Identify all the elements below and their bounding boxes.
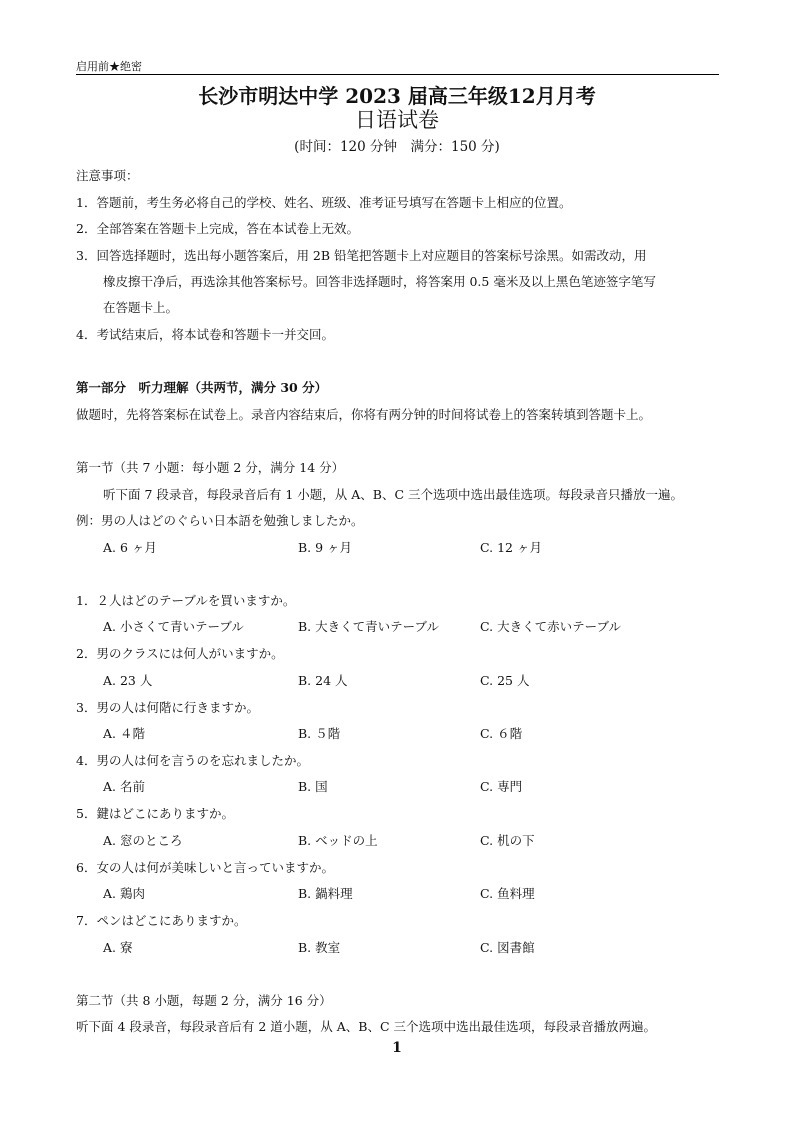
question: 4．男の人は何を言うのを忘れましたか。: [76, 753, 309, 768]
section2-title: 第二节（共 8 小题，每题 2 分，满分 16 分）: [76, 993, 332, 1008]
option-a: A. 名前: [103, 779, 145, 794]
option-b: B. ベッドの上: [298, 833, 378, 848]
option-a: A. 23 人: [103, 673, 153, 688]
question: 7．ペンはどこにありますか。: [76, 913, 247, 928]
option-b: B. 教室: [298, 940, 341, 955]
question: 3．男の人は何階に行きますか。: [76, 700, 259, 715]
option-c: C. 25 人: [480, 673, 530, 688]
page-number: 1: [392, 1040, 402, 1056]
header-rule: [76, 74, 719, 75]
option-a: A. 寮: [103, 940, 133, 955]
question: 2．男のクラスには何人がいますか。: [76, 646, 284, 661]
header-confidential-label: 启用前★绝密: [76, 60, 142, 73]
option-b: B. 鍋料理: [298, 886, 353, 901]
notice-item: 1．答题前，考生务必将自己的学校、姓名、班级、准考证号填写在答题卡上相应的位置。: [76, 195, 572, 210]
option-b: B. 9 ヶ月: [298, 540, 353, 555]
option-b: B. 大きくて青いテーブル: [298, 619, 440, 634]
exam-subject: 日语试卷: [355, 108, 439, 132]
option-b: B. ５階: [298, 726, 341, 741]
notice-item: 4．考试结束后，将本试卷和答题卡一并交回。: [76, 327, 334, 342]
notice-item-continued: 在答题卡上。: [103, 300, 179, 315]
section1-title: 第一节（共 7 小题：每小题 2 分，满分 14 分）: [76, 460, 345, 475]
option-a: A. ４階: [103, 726, 145, 741]
notice-item: 2．全部答案在答题卡上完成，答在本试卷上无效。: [76, 221, 359, 236]
option-a: A. 6 ヶ月: [103, 540, 157, 555]
part1-instruction: 做题时，先将答案标在试卷上。录音内容结束后，你将有两分钟的时间将试卷上的答案转填到答题卡上。: [76, 407, 652, 422]
question: 5．鍵はどこにありますか。: [76, 806, 234, 821]
notice-item-continued: 橡皮擦干净后，再选涂其他答案标号。回答非选择题时，将答案用 0.5 毫米及以上黑色笔迹签字笔写: [103, 274, 656, 289]
example-question: 例：男の人はどのぐらい日本語を勉強しましたか。: [76, 513, 364, 528]
notice-item: 3．回答选择题时，选出每小题答案后，用 2B 铅笔把答题卡上对应题目的答案标号涂黑。如需改动，用: [76, 248, 647, 263]
option-c: C. 大きくて赤いテーブル: [480, 619, 621, 634]
exam-time-score: (时间：120 分钟 满分：150 分): [294, 139, 500, 155]
part1-title: 第一部分 听力理解（共两节，满分 30 分）: [76, 380, 328, 395]
exam-title: 长沙市明达中学 2023 届高三年级12月月考: [198, 84, 596, 108]
notice-heading: 注意事项：: [76, 168, 139, 183]
option-b: B. 国: [298, 779, 328, 794]
option-a: A. 小さくて青いテーブル: [103, 619, 244, 634]
question: 6．女の人は何が美味しいと言っていますか。: [76, 860, 334, 875]
option-b: B. 24 人: [298, 673, 348, 688]
option-c: C. 12 ヶ月: [480, 540, 542, 555]
option-a: A. 窓のところ: [103, 833, 183, 848]
question: 1．２人はどのテーブルを買いますか。: [76, 593, 296, 608]
option-c: C. ６階: [480, 726, 523, 741]
option-c: C. 専門: [480, 779, 523, 794]
option-a: A. 鶏肉: [103, 886, 145, 901]
option-c: C. 図書館: [480, 940, 535, 955]
section2-instruction: 听下面 4 段录音，每段录音后有 2 道小题，从 A、B、C 三个选项中选出最佳选项，每段录音播放两遍。: [76, 1019, 657, 1034]
section1-instruction: 听下面 7 段录音，每段录音后有 1 小题，从 A、B、C 三个选项中选出最佳选项。每段录音只播放一遍。: [103, 487, 684, 502]
option-c: C. 机の下: [480, 833, 535, 848]
option-c: C. 鱼料理: [480, 886, 535, 901]
